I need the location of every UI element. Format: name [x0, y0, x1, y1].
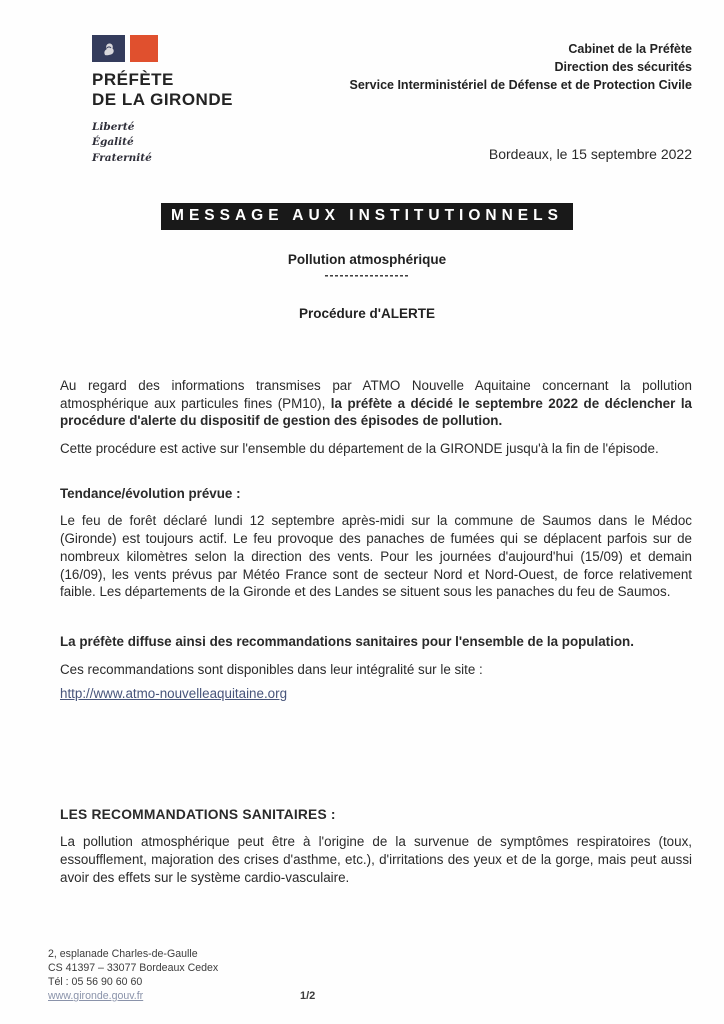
heading-recommandations-sanitaires: LES RECOMMANDATIONS SANITAIRES :	[60, 807, 336, 823]
service-line-cabinet: Cabinet de la Préfète	[568, 42, 692, 56]
prefecture-logo	[92, 35, 233, 166]
service-line-direction: Direction des sécurités	[554, 60, 692, 75]
service-line-sidpc: Service Interministériel de Défense et de Protection Civile	[349, 78, 692, 93]
motto-liberte: Liberté	[92, 121, 135, 134]
flag-red-block	[130, 35, 158, 62]
logo-title-line1: PRÉFÈTE	[92, 70, 174, 89]
message-banner: MESSAGE AUX INSTITUTIONNELS	[161, 203, 573, 230]
date-place-line: Bordeaux, le 15 septembre 2022	[488, 146, 692, 163]
heading-tendance: Tendance/évolution prévue :	[60, 486, 241, 502]
atmo-link-line	[60, 686, 692, 701]
french-flag-emblem	[92, 35, 233, 62]
subject-separator: -----------------	[324, 267, 410, 282]
sender-service-lines	[233, 40, 692, 94]
motto-egalite: Égalité	[92, 136, 134, 149]
footer-address-line2: CS 41397 – 33077 Bordeaux Cedex	[48, 962, 219, 975]
footer-address-line1: 2, esplanade Charles-de-Gaulle	[48, 948, 198, 961]
atmo-website-link[interactable]: http://www.atmo-nouvelleaquitaine.org	[60, 686, 288, 702]
paragraph-health-effects: La pollution atmosphérique peut être à l'origine de la survenue de symptômes respiratoires (toux, essoufflement, majoration des crises d'asthme, etc.), d'irritations des yeux et de la gorge, mais peut aussi avoir des effets sur le système cardio-vasculaire.	[60, 834, 692, 885]
paragraph-intro	[60, 377, 692, 430]
flag-blue-block	[92, 35, 125, 62]
recommendations-availability: Ces recommandations sont disponibles dans leur intégralité sur le site :	[60, 662, 483, 678]
paragraph-intro-normal: Au regard des informations transmises par ATMO Nouvelle Aquitaine concernant la pollution atmosphérique aux particules fines (PM10),	[60, 377, 692, 411]
logo-title-line2: DE LA GIRONDE	[92, 90, 233, 110]
letterhead	[60, 35, 692, 166]
footer-address-block	[48, 948, 668, 1004]
republic-motto	[92, 120, 233, 166]
subject-block	[60, 252, 692, 321]
sender-service-block	[233, 35, 692, 162]
footer-phone: Tél : 05 56 90 60 60	[48, 976, 143, 989]
recommendations-intro-bold: La préfète diffuse ainsi des recommandations sanitaires pour l'ensemble de la population.	[60, 634, 634, 650]
motto-fraternite: Fraternité	[92, 151, 152, 164]
marianne-icon	[99, 39, 119, 59]
paragraph-intro-bold: la préfète a décidé le septembre 2022 de déclencher la procédure d'alerte du dispositif de gestion des épisodes de pollution.	[60, 395, 692, 429]
paragraph-fire: Le feu de forêt déclaré lundi 12 septembre après-midi sur la commune de Saumos dans le Médoc (Gironde) est toujours actif. Le feu provoque des panaches de fumées qui se déplacent parfois sur de nombreux kilomètres selon la direction des vents. Pour les journées d'aujourd'hui (15/09) et demain (16/09), les vents prévus par Météo France sont de secteur Nord et Nord-Ouest, de force relativement faible. Les départements de la Gironde et des Landes se situent sous les panaches du feu de Saumos.	[60, 513, 692, 600]
paragraph-scope: Cette procédure est active sur l'ensemble du département de la GIRONDE jusqu'à la fin de l'épisode.	[60, 441, 659, 457]
subject-title: Pollution atmosphérique	[287, 251, 447, 267]
gironde-website-link[interactable]: www.gironde.gouv.fr	[48, 990, 144, 1003]
banner-container	[60, 203, 692, 230]
procedure-title: Procédure d'ALERTE	[299, 305, 435, 321]
letter-body	[60, 377, 692, 887]
page-number: 1/2	[300, 990, 316, 1002]
